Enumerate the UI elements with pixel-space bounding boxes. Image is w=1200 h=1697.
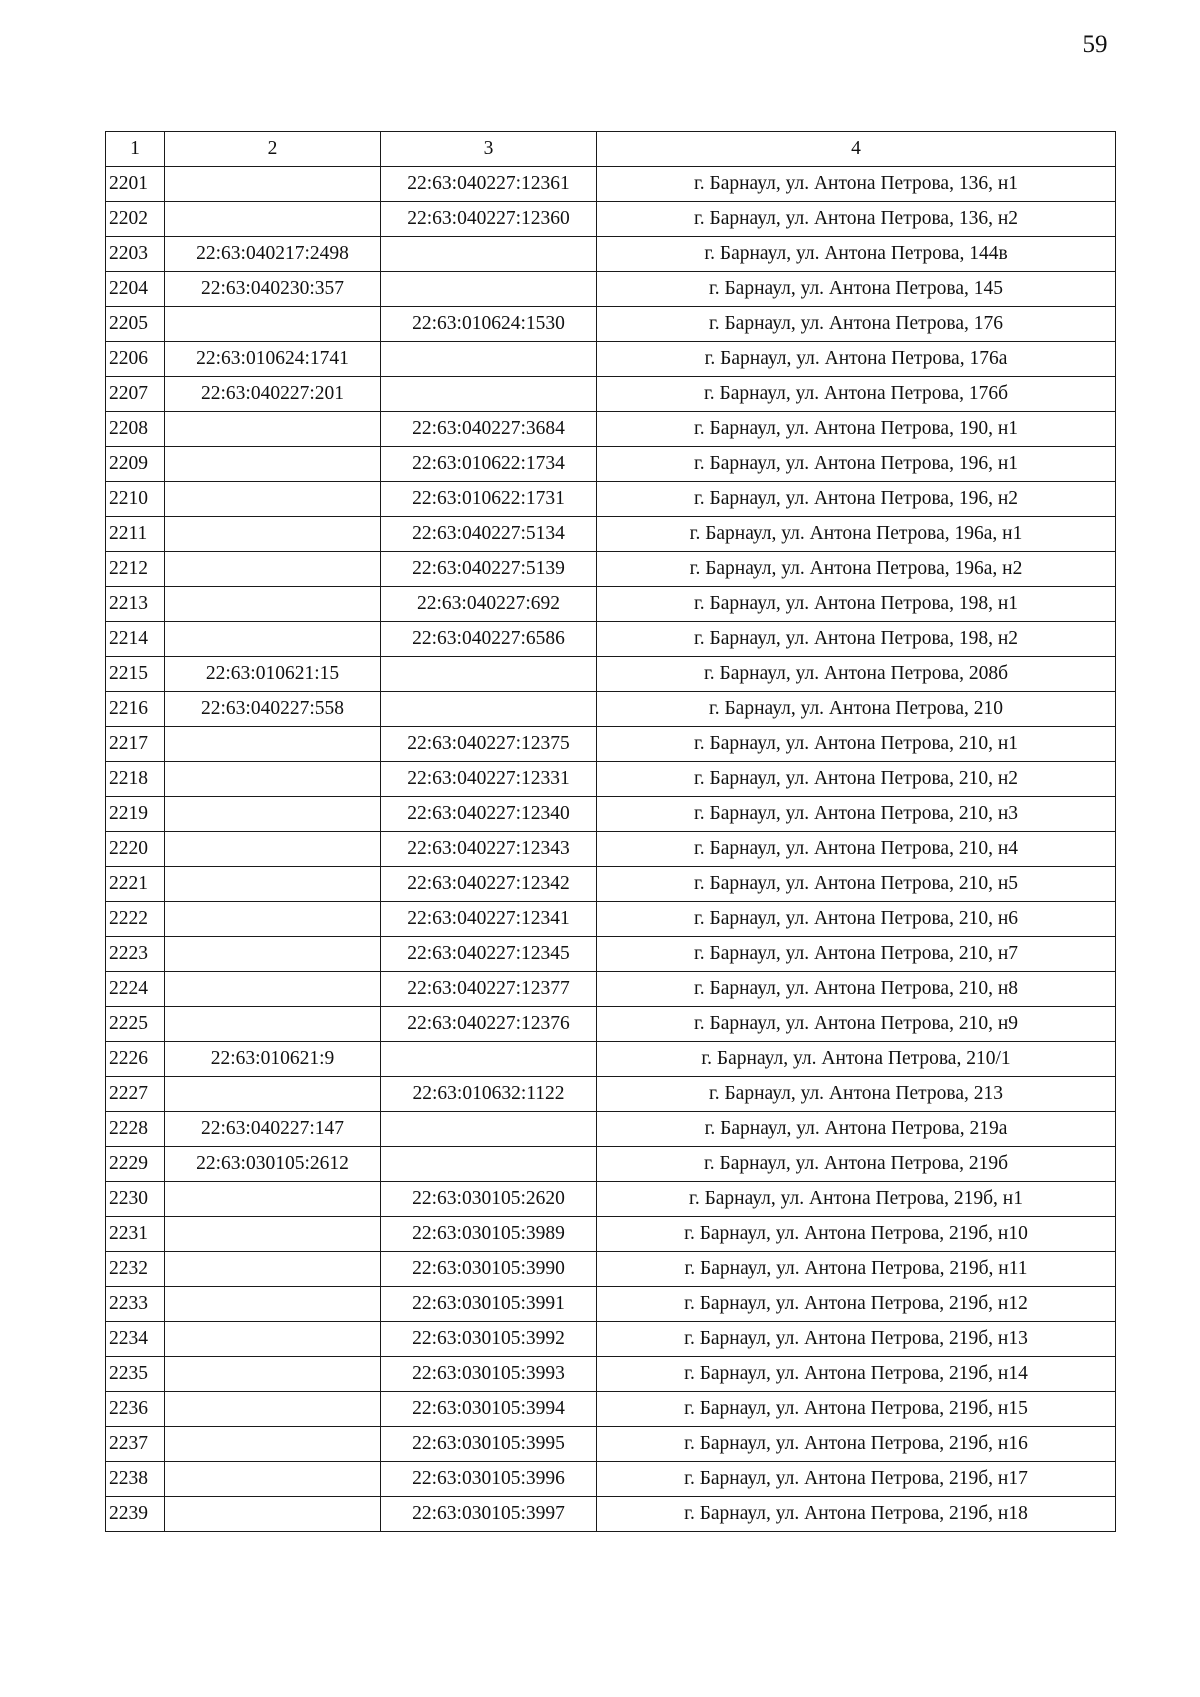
land-cadastral-cell (165, 762, 381, 797)
row-number-cell: 2231 (106, 1217, 165, 1252)
land-cadastral-cell (165, 622, 381, 657)
row-number-cell: 2201 (106, 167, 165, 202)
land-cadastral-cell (165, 1252, 381, 1287)
address-cell: г. Барнаул, ул. Антона Петрова, 219б, н16 (597, 1427, 1116, 1462)
table-body (106, 167, 1116, 1532)
address-cell: г. Барнаул, ул. Антона Петрова, 219б, н1 (597, 1182, 1116, 1217)
row-number-cell: 2216 (106, 692, 165, 727)
land-cadastral-cell: 22:63:040217:2498 (165, 237, 381, 272)
address-cell: г. Барнаул, ул. Антона Петрова, 210, н2 (597, 762, 1116, 797)
land-cadastral-cell (165, 167, 381, 202)
address-cell: г. Барнаул, ул. Антона Петрова, 219б, н15 (597, 1392, 1116, 1427)
object-cadastral-cell: 22:63:040227:5134 (381, 517, 597, 552)
object-cadastral-cell: 22:63:030105:3995 (381, 1427, 597, 1462)
table-row (106, 727, 1116, 762)
address-cell: г. Барнаул, ул. Антона Петрова, 176 (597, 307, 1116, 342)
table-row (106, 762, 1116, 797)
object-cadastral-cell: 22:63:030105:2620 (381, 1182, 597, 1217)
object-cadastral-cell: 22:63:010624:1530 (381, 307, 597, 342)
object-cadastral-cell (381, 1042, 597, 1077)
table-row (106, 937, 1116, 972)
land-cadastral-cell: 22:63:040230:357 (165, 272, 381, 307)
object-cadastral-cell: 22:63:040227:12361 (381, 167, 597, 202)
object-cadastral-cell: 22:63:040227:12360 (381, 202, 597, 237)
table-row (106, 1462, 1116, 1497)
land-cadastral-cell (165, 517, 381, 552)
row-number-cell: 2212 (106, 552, 165, 587)
land-cadastral-cell (165, 832, 381, 867)
object-cadastral-cell (381, 272, 597, 307)
row-number-cell: 2225 (106, 1007, 165, 1042)
table-row (106, 447, 1116, 482)
address-cell: г. Барнаул, ул. Антона Петрова, 196, н2 (597, 482, 1116, 517)
object-cadastral-cell: 22:63:040227:3684 (381, 412, 597, 447)
object-cadastral-cell: 22:63:030105:3996 (381, 1462, 597, 1497)
table-row (106, 1392, 1116, 1427)
table-row (106, 1182, 1116, 1217)
land-cadastral-cell (165, 447, 381, 482)
object-cadastral-cell: 22:63:040227:12375 (381, 727, 597, 762)
object-cadastral-cell (381, 692, 597, 727)
table-row (106, 902, 1116, 937)
address-cell: г. Барнаул, ул. Антона Петрова, 219б, н13 (597, 1322, 1116, 1357)
table-row (106, 1252, 1116, 1287)
land-cadastral-cell: 22:63:010624:1741 (165, 342, 381, 377)
row-number-cell: 2220 (106, 832, 165, 867)
land-cadastral-cell: 22:63:040227:201 (165, 377, 381, 412)
object-cadastral-cell: 22:63:040227:12341 (381, 902, 597, 937)
table-row (106, 1497, 1116, 1532)
table-row (106, 797, 1116, 832)
address-cell: г. Барнаул, ул. Антона Петрова, 210, н1 (597, 727, 1116, 762)
table-row (106, 867, 1116, 902)
table-row (106, 587, 1116, 622)
table-row (106, 1322, 1116, 1357)
address-cell: г. Барнаул, ул. Антона Петрова, 210, н5 (597, 867, 1116, 902)
table-header (106, 132, 1116, 167)
address-cell: г. Барнаул, ул. Антона Петрова, 210 (597, 692, 1116, 727)
land-cadastral-cell (165, 902, 381, 937)
address-cell: г. Барнаул, ул. Антона Петрова, 210/1 (597, 1042, 1116, 1077)
land-cadastral-cell: 22:63:010621:15 (165, 657, 381, 692)
row-number-cell: 2234 (106, 1322, 165, 1357)
row-number-cell: 2228 (106, 1112, 165, 1147)
row-number-cell: 2205 (106, 307, 165, 342)
land-cadastral-cell (165, 1217, 381, 1252)
row-number-cell: 2229 (106, 1147, 165, 1182)
address-cell: г. Барнаул, ул. Антона Петрова, 190, н1 (597, 412, 1116, 447)
address-cell: г. Барнаул, ул. Антона Петрова, 176а (597, 342, 1116, 377)
table-row (106, 1427, 1116, 1462)
header-col-4: 4 (597, 132, 1116, 167)
object-cadastral-cell (381, 1147, 597, 1182)
row-number-cell: 2238 (106, 1462, 165, 1497)
object-cadastral-cell: 22:63:030105:3997 (381, 1497, 597, 1532)
row-number-cell: 2219 (106, 797, 165, 832)
address-cell: г. Барнаул, ул. Антона Петрова, 219б, н17 (597, 1462, 1116, 1497)
row-number-cell: 2202 (106, 202, 165, 237)
object-cadastral-cell: 22:63:040227:12345 (381, 937, 597, 972)
object-cadastral-cell (381, 237, 597, 272)
object-cadastral-cell (381, 657, 597, 692)
land-cadastral-cell (165, 1007, 381, 1042)
address-cell: г. Барнаул, ул. Антона Петрова, 210, н8 (597, 972, 1116, 1007)
page-number: 59 (1082, 31, 1108, 58)
address-cell: г. Барнаул, ул. Антона Петрова, 136, н1 (597, 167, 1116, 202)
land-cadastral-cell (165, 972, 381, 1007)
row-number-cell: 2209 (106, 447, 165, 482)
address-cell: г. Барнаул, ул. Антона Петрова, 213 (597, 1077, 1116, 1112)
object-cadastral-cell: 22:63:030105:3994 (381, 1392, 597, 1427)
land-cadastral-cell (165, 937, 381, 972)
object-cadastral-cell (381, 1112, 597, 1147)
row-number-cell: 2235 (106, 1357, 165, 1392)
land-cadastral-cell (165, 587, 381, 622)
object-cadastral-cell: 22:63:030105:3989 (381, 1217, 597, 1252)
table-row (106, 657, 1116, 692)
object-cadastral-cell: 22:63:040227:12376 (381, 1007, 597, 1042)
row-number-cell: 2223 (106, 937, 165, 972)
land-cadastral-cell (165, 1462, 381, 1497)
header-col-2: 2 (165, 132, 381, 167)
land-cadastral-cell: 22:63:040227:147 (165, 1112, 381, 1147)
object-cadastral-cell: 22:63:030105:3993 (381, 1357, 597, 1392)
land-cadastral-cell (165, 1427, 381, 1462)
object-cadastral-cell: 22:63:010622:1731 (381, 482, 597, 517)
registry-table (105, 131, 1116, 1532)
table-row (106, 1357, 1116, 1392)
object-cadastral-cell: 22:63:030105:3992 (381, 1322, 597, 1357)
address-cell: г. Барнаул, ул. Антона Петрова, 210, н9 (597, 1007, 1116, 1042)
table-row (106, 1007, 1116, 1042)
object-cadastral-cell (381, 342, 597, 377)
table-row (106, 1147, 1116, 1182)
address-cell: г. Барнаул, ул. Антона Петрова, 196, н1 (597, 447, 1116, 482)
address-cell: г. Барнаул, ул. Антона Петрова, 219б, н14 (597, 1357, 1116, 1392)
address-cell: г. Барнаул, ул. Антона Петрова, 219а (597, 1112, 1116, 1147)
table-row (106, 202, 1116, 237)
row-number-cell: 2232 (106, 1252, 165, 1287)
object-cadastral-cell: 22:63:040227:12331 (381, 762, 597, 797)
row-number-cell: 2237 (106, 1427, 165, 1462)
address-cell: г. Барнаул, ул. Антона Петрова, 210, н4 (597, 832, 1116, 867)
land-cadastral-cell (165, 1322, 381, 1357)
address-cell: г. Барнаул, ул. Антона Петрова, 196а, н1 (597, 517, 1116, 552)
land-cadastral-cell (165, 307, 381, 342)
table-row (106, 1217, 1116, 1252)
table-row (106, 517, 1116, 552)
row-number-cell: 2218 (106, 762, 165, 797)
address-cell: г. Барнаул, ул. Антона Петрова, 219б, н11 (597, 1252, 1116, 1287)
land-cadastral-cell (165, 1077, 381, 1112)
row-number-cell: 2214 (106, 622, 165, 657)
land-cadastral-cell (165, 482, 381, 517)
land-cadastral-cell (165, 867, 381, 902)
object-cadastral-cell: 22:63:040227:12340 (381, 797, 597, 832)
table-row (106, 1287, 1116, 1322)
address-cell: г. Барнаул, ул. Антона Петрова, 210, н3 (597, 797, 1116, 832)
row-number-cell: 2230 (106, 1182, 165, 1217)
table-row (106, 972, 1116, 1007)
address-cell: г. Барнаул, ул. Антона Петрова, 219б, н10 (597, 1217, 1116, 1252)
object-cadastral-cell: 22:63:040227:6586 (381, 622, 597, 657)
address-cell: г. Барнаул, ул. Антона Петрова, 219б, н18 (597, 1497, 1116, 1532)
land-cadastral-cell (165, 552, 381, 587)
row-number-cell: 2239 (106, 1497, 165, 1532)
row-number-cell: 2213 (106, 587, 165, 622)
object-cadastral-cell: 22:63:030105:3990 (381, 1252, 597, 1287)
table-row (106, 552, 1116, 587)
address-cell: г. Барнаул, ул. Антона Петрова, 210, н6 (597, 902, 1116, 937)
object-cadastral-cell: 22:63:010632:1122 (381, 1077, 597, 1112)
table-row (106, 342, 1116, 377)
row-number-cell: 2227 (106, 1077, 165, 1112)
table-row (106, 1077, 1116, 1112)
land-cadastral-cell (165, 1392, 381, 1427)
land-cadastral-cell (165, 1497, 381, 1532)
table-row (106, 307, 1116, 342)
row-number-cell: 2206 (106, 342, 165, 377)
land-cadastral-cell: 22:63:030105:2612 (165, 1147, 381, 1182)
table-row (106, 832, 1116, 867)
row-number-cell: 2224 (106, 972, 165, 1007)
header-col-3: 3 (381, 132, 597, 167)
table-row (106, 622, 1116, 657)
object-cadastral-cell: 22:63:040227:12343 (381, 832, 597, 867)
land-cadastral-cell: 22:63:040227:558 (165, 692, 381, 727)
address-cell: г. Барнаул, ул. Антона Петрова, 196а, н2 (597, 552, 1116, 587)
object-cadastral-cell: 22:63:030105:3991 (381, 1287, 597, 1322)
address-cell: г. Барнаул, ул. Антона Петрова, 208б (597, 657, 1116, 692)
land-cadastral-cell (165, 412, 381, 447)
row-number-cell: 2222 (106, 902, 165, 937)
table-row (106, 377, 1116, 412)
object-cadastral-cell: 22:63:040227:5139 (381, 552, 597, 587)
land-cadastral-cell (165, 1182, 381, 1217)
table-row (106, 167, 1116, 202)
address-cell: г. Барнаул, ул. Антона Петрова, 145 (597, 272, 1116, 307)
row-number-cell: 2207 (106, 377, 165, 412)
table-row (106, 272, 1116, 307)
table-row (106, 1042, 1116, 1077)
land-cadastral-cell (165, 1357, 381, 1392)
row-number-cell: 2203 (106, 237, 165, 272)
row-number-cell: 2208 (106, 412, 165, 447)
row-number-cell: 2233 (106, 1287, 165, 1322)
land-cadastral-cell (165, 727, 381, 762)
header-row (106, 132, 1116, 167)
address-cell: г. Барнаул, ул. Антона Петрова, 176б (597, 377, 1116, 412)
land-cadastral-cell: 22:63:010621:9 (165, 1042, 381, 1077)
land-cadastral-cell (165, 797, 381, 832)
land-cadastral-cell (165, 1287, 381, 1322)
row-number-cell: 2211 (106, 517, 165, 552)
land-cadastral-cell (165, 202, 381, 237)
address-cell: г. Барнаул, ул. Антона Петрова, 219б (597, 1147, 1116, 1182)
object-cadastral-cell (381, 377, 597, 412)
table-row (106, 482, 1116, 517)
header-col-1: 1 (106, 132, 165, 167)
table-row (106, 1112, 1116, 1147)
row-number-cell: 2217 (106, 727, 165, 762)
address-cell: г. Барнаул, ул. Антона Петрова, 144в (597, 237, 1116, 272)
row-number-cell: 2236 (106, 1392, 165, 1427)
address-cell: г. Барнаул, ул. Антона Петрова, 219б, н12 (597, 1287, 1116, 1322)
address-cell: г. Барнаул, ул. Антона Петрова, 136, н2 (597, 202, 1116, 237)
table-row (106, 692, 1116, 727)
row-number-cell: 2215 (106, 657, 165, 692)
object-cadastral-cell: 22:63:040227:12377 (381, 972, 597, 1007)
object-cadastral-cell: 22:63:040227:12342 (381, 867, 597, 902)
table-row (106, 237, 1116, 272)
object-cadastral-cell: 22:63:010622:1734 (381, 447, 597, 482)
row-number-cell: 2221 (106, 867, 165, 902)
address-cell: г. Барнаул, ул. Антона Петрова, 198, н1 (597, 587, 1116, 622)
table-row (106, 412, 1116, 447)
row-number-cell: 2210 (106, 482, 165, 517)
row-number-cell: 2204 (106, 272, 165, 307)
object-cadastral-cell: 22:63:040227:692 (381, 587, 597, 622)
address-cell: г. Барнаул, ул. Антона Петрова, 198, н2 (597, 622, 1116, 657)
row-number-cell: 2226 (106, 1042, 165, 1077)
address-cell: г. Барнаул, ул. Антона Петрова, 210, н7 (597, 937, 1116, 972)
